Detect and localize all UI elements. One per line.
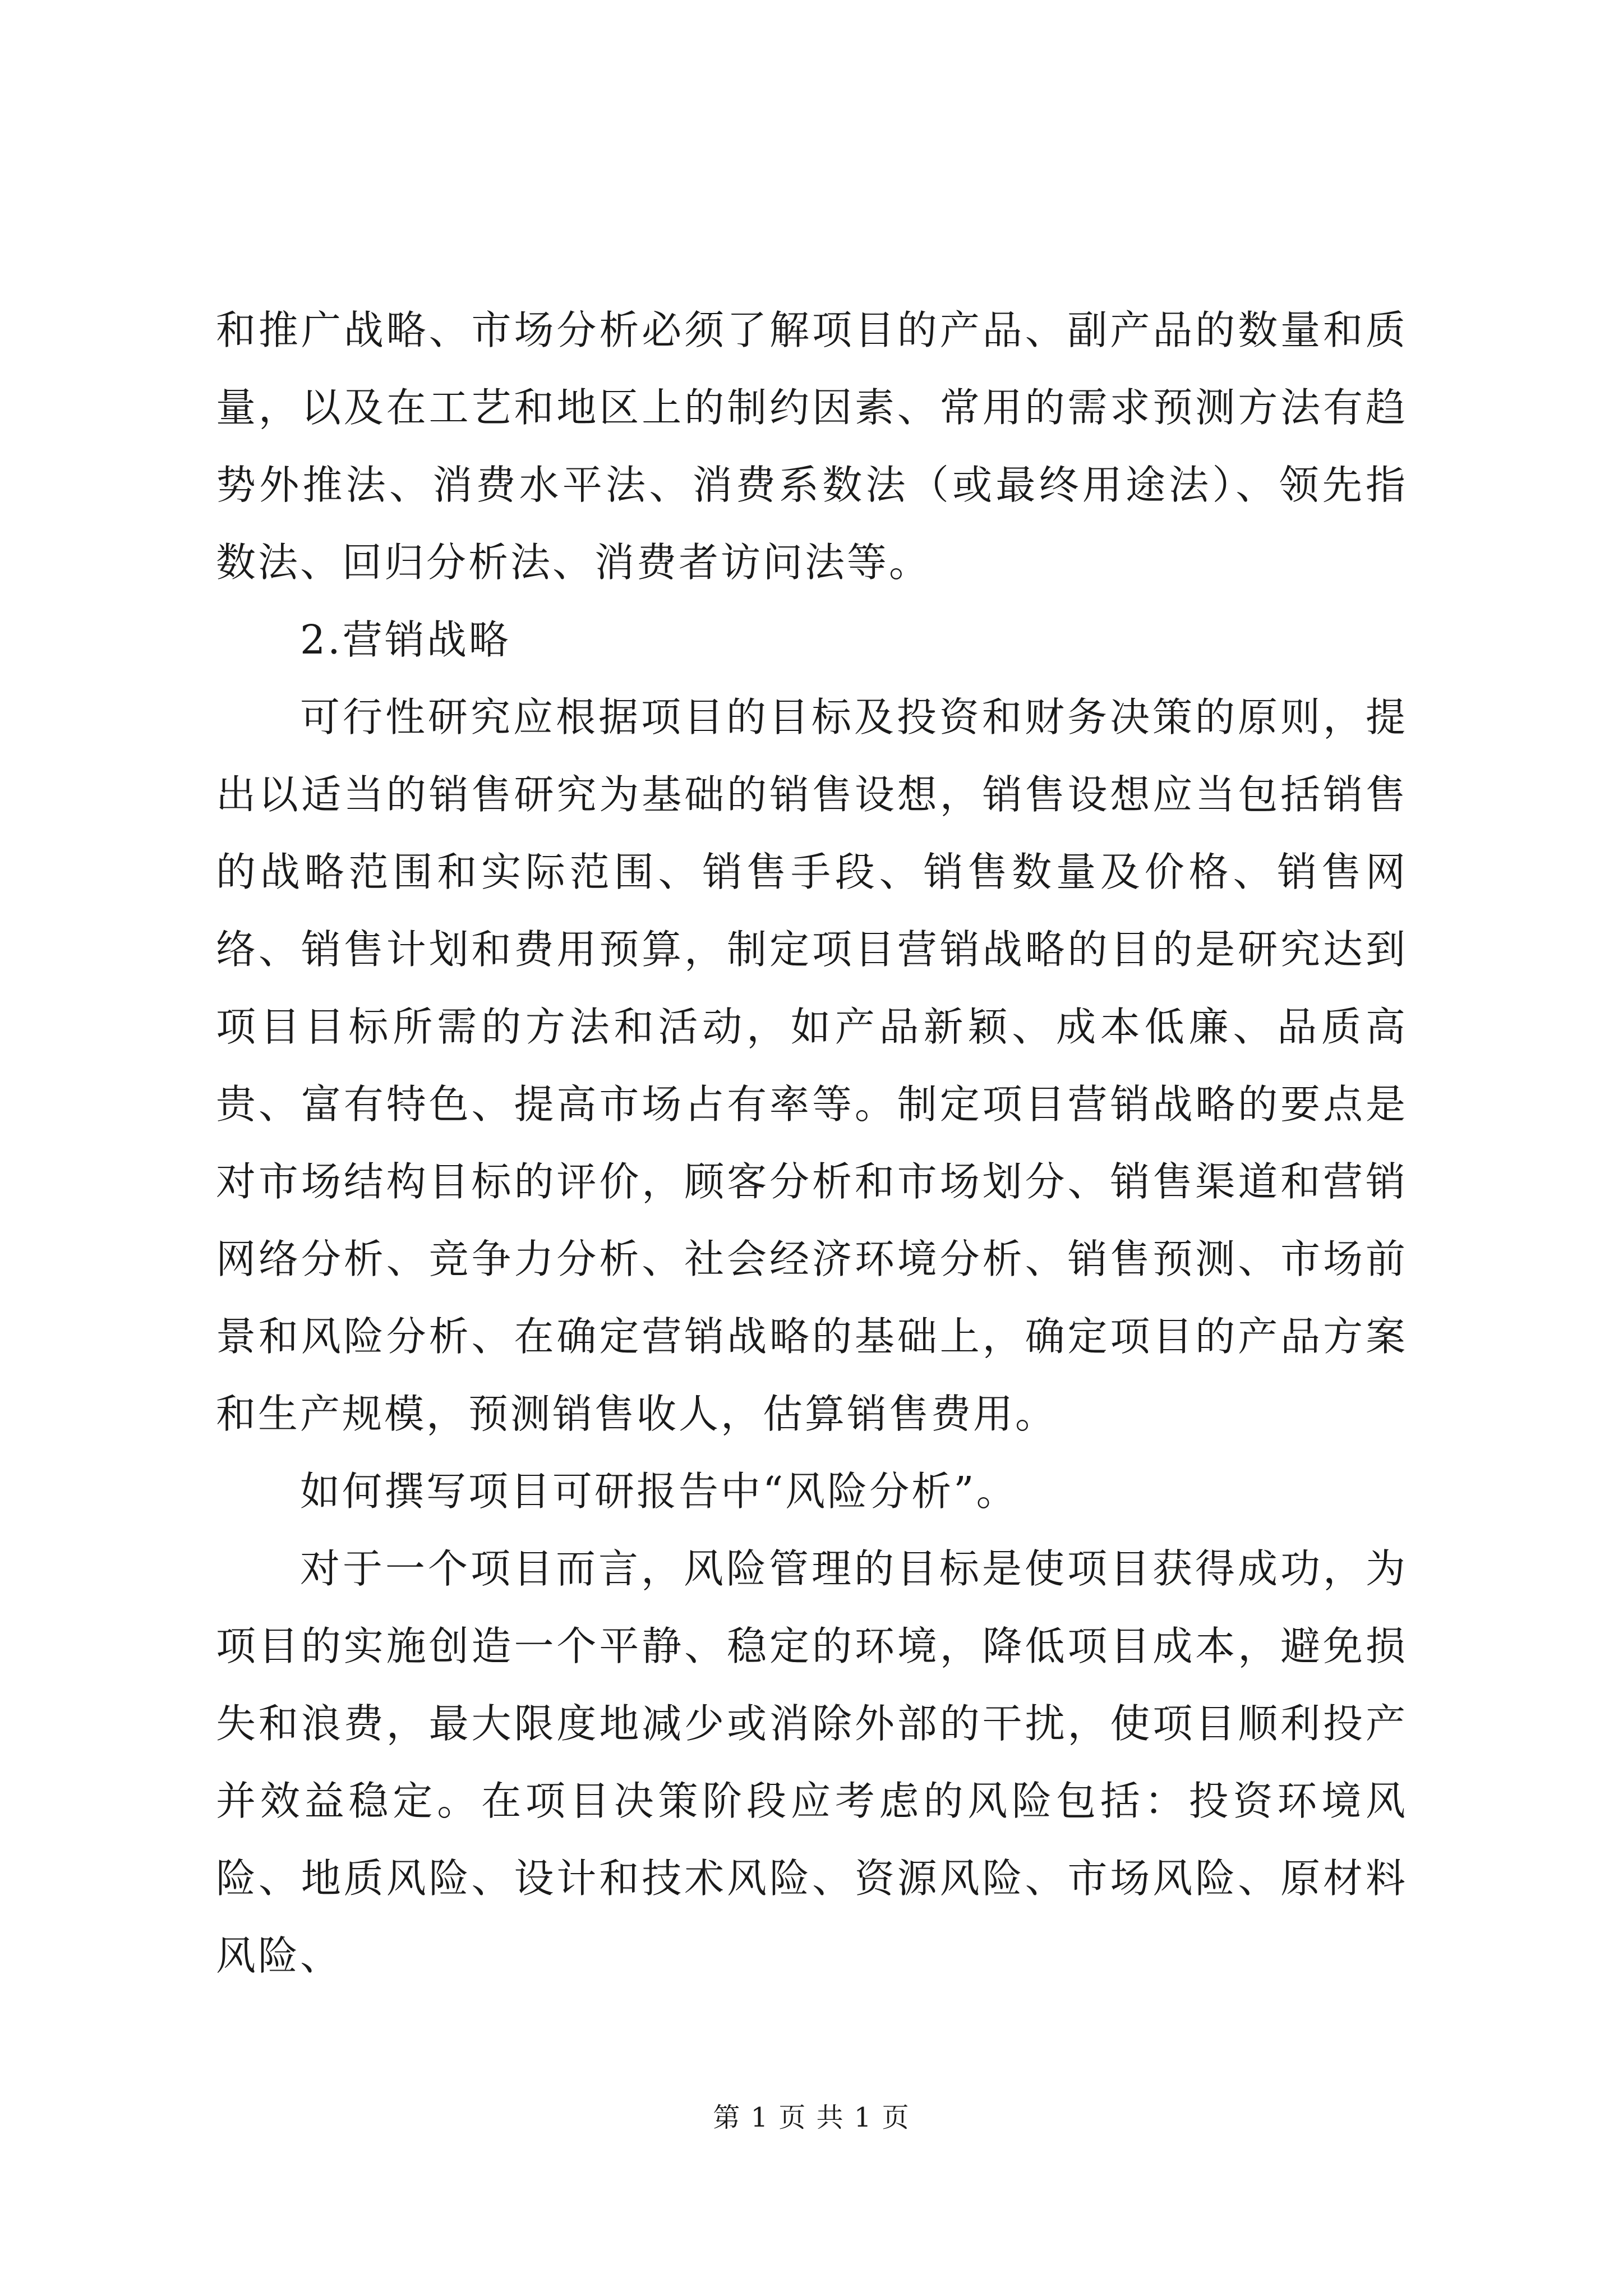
document-body [216, 292, 1408, 1995]
page-footer: 第 1 页 共 1 页 [713, 2102, 910, 2133]
section-heading: 2.营销战略 [300, 616, 511, 663]
paragraph-risk-analysis: 对于一个项目而言，风险管理的目标是使项目获得成功，为项目的实施创造一个平静、稳定的环境，降低项目成本，避免损失和浪费，最大限度地减少或消除外部的干扰，使项目顺利投产并效益稳定。在项目决策阶段应考虑的风险包括：投资环境风险、地质风险、设计和技术风险、资源风险、市场风险、原材料风险、 [216, 1545, 1408, 1979]
paragraph-continuation: 和推广战略、市场分析必须了解项目的产品、副产品的数量和质量，以及在工艺和地区上的制约因素、常用的需求预测方法有趋势外推法、消费水平法、消费系数法（或最终用途法）、领先指数法、回归分析法、消费者访问法等。 [216, 307, 1408, 586]
section-heading-risk: 如何撰写项目可研报告中“风险分析”。 [300, 1468, 1018, 1515]
paragraph-marketing-strategy: 可行性研究应根据项目的目标及投资和财务决策的原则，提出以适当的销售研究为基础的销售设想，销售设想应当包括销售的战略范围和实际范围、销售手段、销售数量及价格、销售网络、销售计划和费用预算，制定项目营销战略的目的是研究达到项目目标所需的方法和活动，如产品新颖、成本低廉、品质高贵、富有特色、提高市场占有率等。制定项目营销战略的要点是对市场结构目标的评价，顾客分析和市场划分、销售渠道和营销网络分析、竞争力分析、社会经济环境分析、销售预测、市场前景和风险分析、在确定营销战略的基础上，确定项目的产品方案和生产规模，预测销售收人，估算销售费用。 [216, 694, 1408, 1437]
